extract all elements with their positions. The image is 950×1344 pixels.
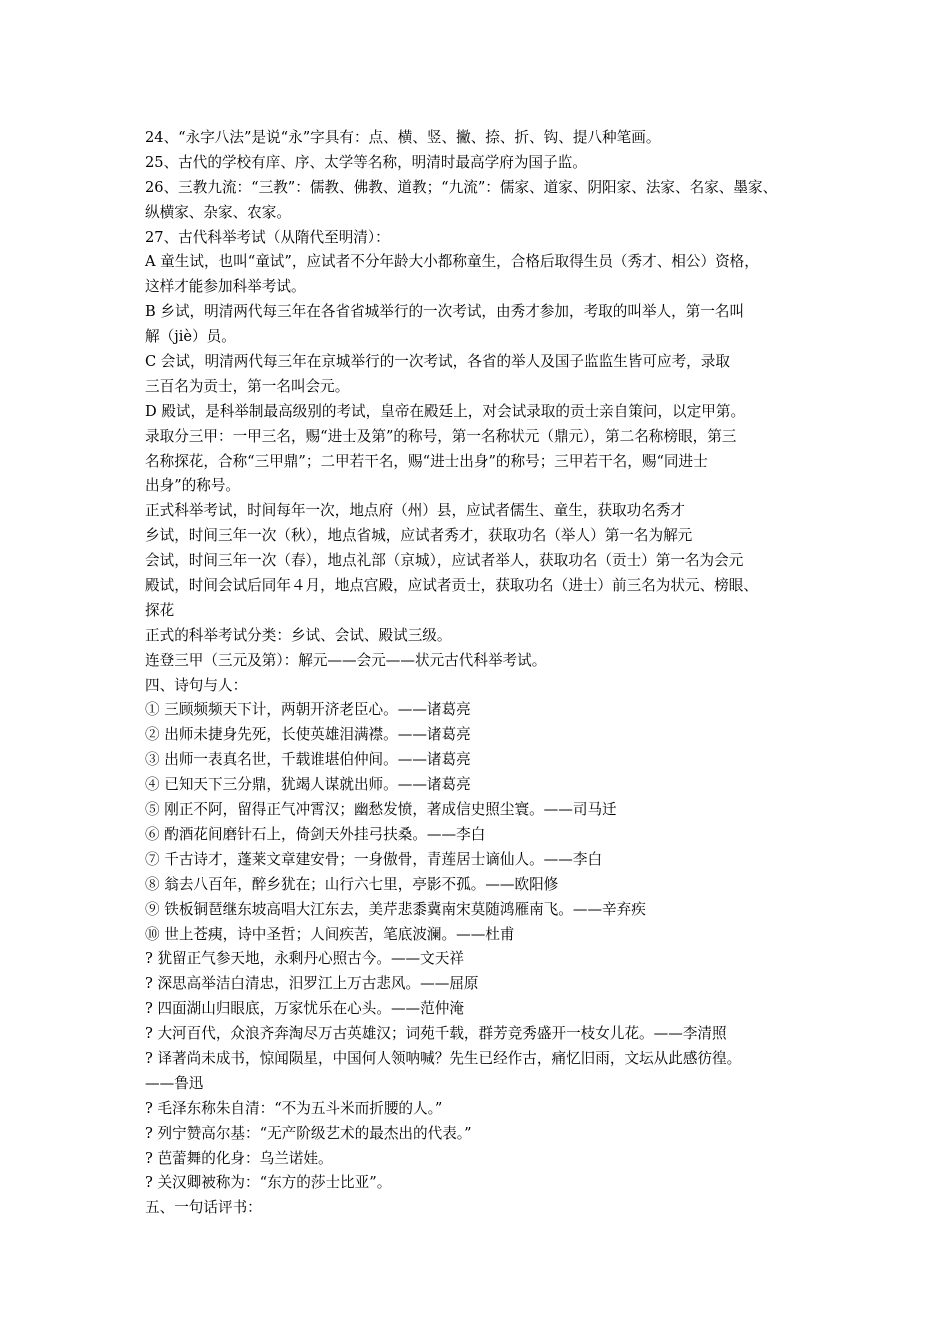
text-line: C 会试，明清两代每三年在京城举行的一次考试，各省的举人及国子监监生皆可应考，录取: [145, 353, 730, 371]
text-line: ? 关汉卿被称为：“东方的莎士比亚”。: [145, 1174, 392, 1192]
section-heading: 五、一句话评书：: [145, 1199, 262, 1217]
text-line: ② 出师未捷身先死，长使英雄泪满襟。——诸葛亮: [145, 726, 471, 744]
text-line: ? 大河百代，众浪齐奔淘尽万古英雄汉；词苑千载，群芳竞秀盛开一枝女儿花。——李清照: [145, 1025, 727, 1043]
document-body: [145, 126, 825, 1221]
text-line: 正式科举考试，时间每年一次，地点府（州）县，应试者儒生、童生，获取功名秀才: [145, 502, 685, 520]
text-line: 连登三甲（三元及第）：解元——会元——状元古代科举考试。: [145, 651, 547, 669]
text-line: 名称探花，合称“三甲鼎”；二甲若干名，赐“进士出身”的称号；三甲若干名，赐“同进士: [145, 452, 708, 470]
text-line: 正式的科举考试分类：乡试、会试、殿试三级。: [145, 626, 452, 644]
text-line: ——鲁迅: [145, 1074, 204, 1092]
text-line: ? 列宁赞高尔基：“无产阶级艺术的最杰出的代表。”: [145, 1124, 472, 1142]
text-line: ③ 出师一表真名世，千载谁堪伯仲间。——诸葛亮: [145, 751, 471, 769]
text-line: 殿试，时间会试后同年４月，地点宫殿，应试者贡士，获取功名（进士）前三名为状元、榜眼、: [145, 577, 758, 595]
text-line: 探花: [145, 601, 175, 619]
text-line: ⑨ 铁板铜琶继东坡高唱大江东去，美芹悲黍冀南宋莫随鸿雁南飞。——辛弃疾: [145, 900, 646, 918]
text-line: ⑧ 翁去八百年，醉乡犹在；山行六七里，亭影不孤。——欧阳修: [145, 875, 559, 893]
text-line: 26、三教九流：“三教”：儒教、佛教、道教；“九流”：儒家、道家、阴阳家、法家、名家、墨家、: [145, 178, 778, 196]
text-line: 25、古代的学校有庠、序、太学等名称，明清时最高学府为国子监。: [145, 153, 587, 171]
text-line: ? 四面湖山归眼底，万家忧乐在心头。——范仲淹: [145, 1000, 464, 1018]
text-line: ? 芭蕾舞的化身：乌兰诺娃。: [145, 1149, 333, 1167]
section-heading: 四、诗句与人：: [145, 676, 248, 694]
text-line: 这样才能参加科举考试。: [145, 278, 306, 296]
text-line: ? 犹留正气参天地，永剩丹心照古今。——文天祥: [145, 950, 464, 968]
text-line: 纵横家、杂家、农家。: [145, 203, 291, 221]
text-line: 27、古代科举考试（从隋代至明清）：: [145, 228, 390, 246]
text-line: ④ 已知天下三分鼎，犹竭人谋就出师。——诸葛亮: [145, 776, 471, 794]
text-line: 会试，时间三年一次（春），地点礼部（京城），应试者举人，获取功名（贡士）第一名为会元: [145, 552, 744, 570]
text-line: 三百名为贡士，第一名叫会元。: [145, 377, 350, 395]
text-line: D 殿试，是科举制最高级别的考试，皇帝在殿廷上，对会试录取的贡士亲自策问，以定甲第。: [145, 402, 746, 420]
text-line: ? 译著尚未成书，惊闻陨星，中国何人领呐喊？先生已经作古，痛忆旧雨，文坛从此感彷徨。: [145, 1049, 742, 1067]
text-line: 录取分三甲：一甲三名，赐“进士及第”的称号，第一名称状元（鼎元），第二名称榜眼，第三: [145, 427, 737, 445]
text-line: 24、“永字八法”是说“永”字具有：点、横、竖、撇、捺、折、钩、提八种笔画。: [145, 129, 661, 146]
text-line: 乡试，时间三年一次（秋），地点省城，应试者秀才，获取功名（举人）第一名为解元: [145, 527, 693, 545]
text-line: ⑤ 刚正不阿，留得正气冲霄汉；幽愁发愤，著成信史照尘寰。——司马迁: [145, 801, 617, 819]
text-line: ⑦ 千古诗才，蓬莱文章建安骨；一身傲骨，青莲居士谪仙人。——李白: [145, 850, 603, 868]
text-line: ? 深思高举洁白清忠，汨罗江上万古悲风。——屈原: [145, 975, 479, 993]
text-line: 解（jiè）员。: [145, 328, 236, 346]
text-line: 出身”的称号。: [145, 477, 241, 495]
text-line: ⑩ 世上苍痍，诗中圣哲；人间疾苦，笔底波澜。——杜甫: [145, 925, 515, 943]
text-line: A 童生试，也叫“童试”，应试者不分年龄大小都称童生，合格后取得生员（秀才、相公）资格，: [145, 253, 759, 271]
text-line: ? 毛泽东称朱自清：“不为五斗米而折腰的人。”: [145, 1099, 443, 1117]
text-line: B 乡试，明清两代每三年在各省省城举行的一次考试，由秀才参加，考取的叫举人，第一名叫: [145, 303, 745, 321]
text-line: ① 三顾频频天下计，两朝开济老臣心。——诸葛亮: [145, 701, 471, 719]
text-line: ⑥ 酌酒花间磨针石上，倚剑天外挂弓扶桑。——李白: [145, 825, 486, 843]
